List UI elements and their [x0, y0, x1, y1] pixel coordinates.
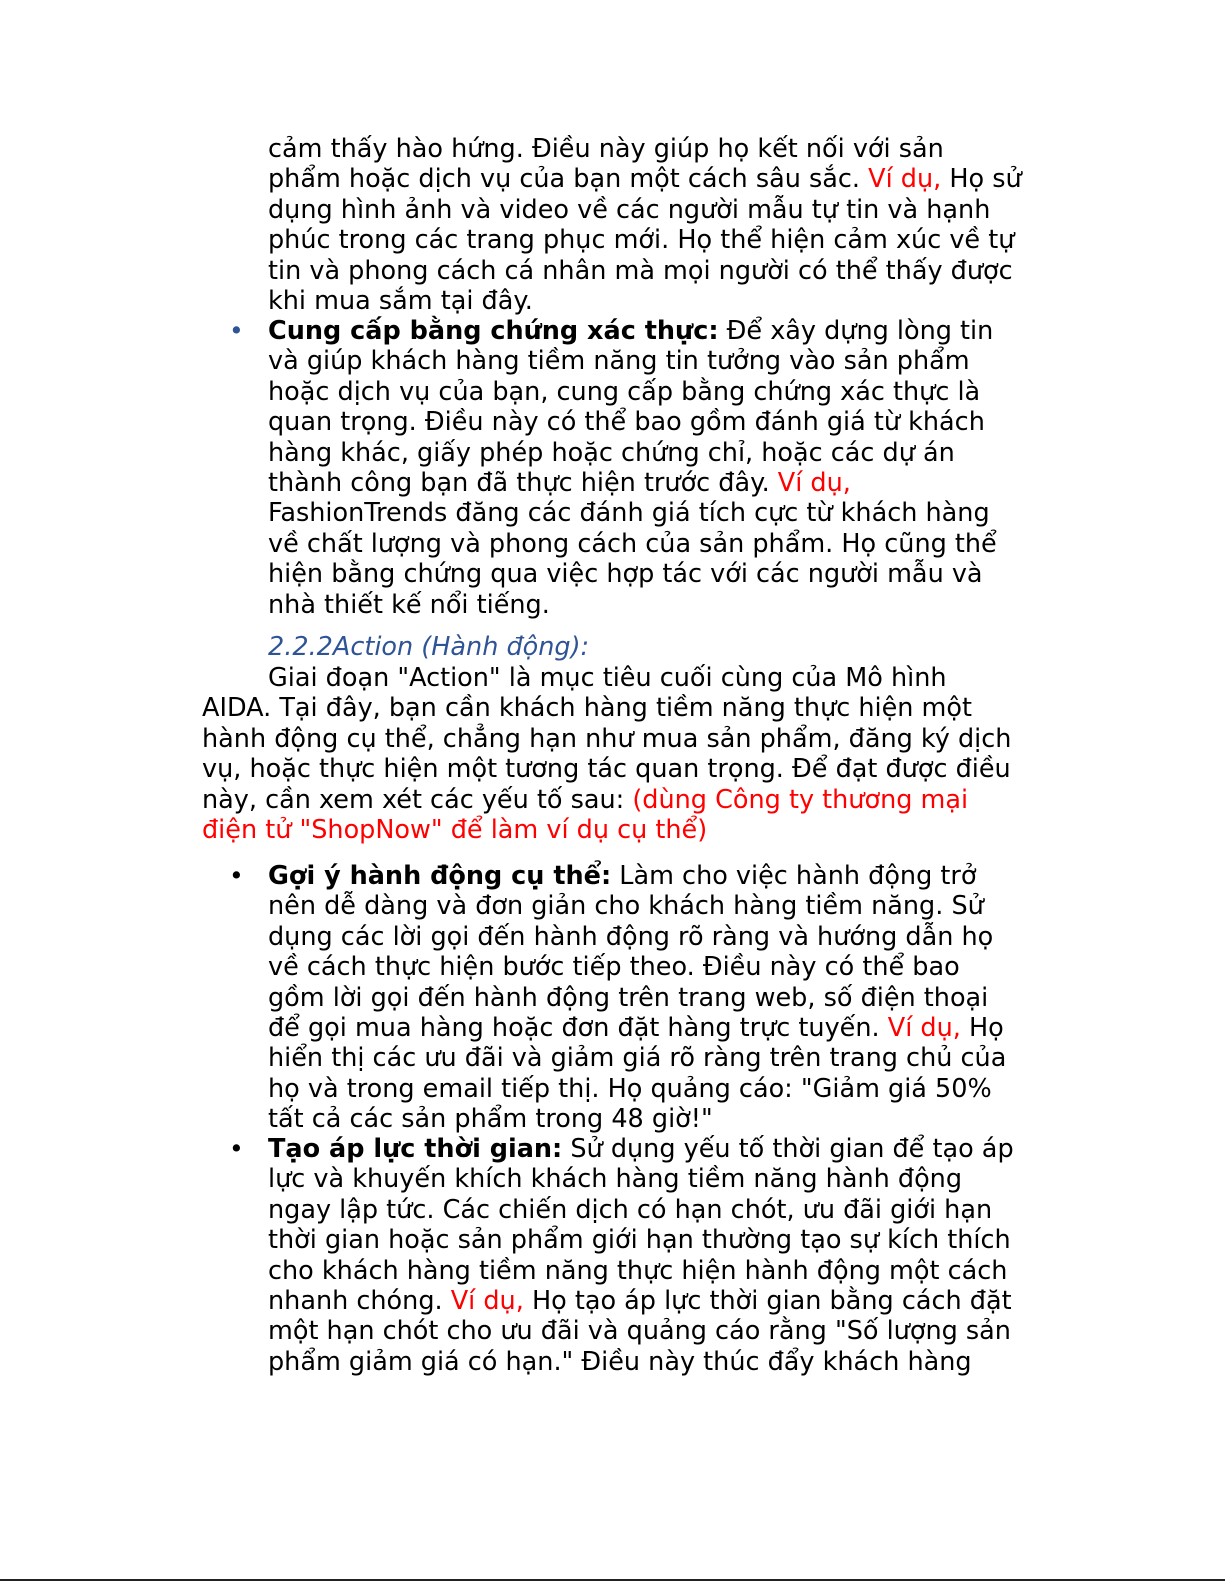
bullet-call-to-action — [268, 861, 1058, 1135]
text-line: dụng các lời gọi đến hành động rõ ràng và hướng dẫn họ — [268, 921, 994, 952]
example-label: Ví dụ, — [777, 468, 851, 499]
text-line: nhanh chóng. Ví dụ, Họ tạo áp lực thời gian bằng cách đặt — [268, 1286, 1012, 1317]
text-line: FashionTrends đăng các đánh giá tích cực từ khách hàng — [268, 498, 990, 529]
example-label: Ví dụ, — [887, 1013, 961, 1044]
text-line: cho khách hàng tiềm năng thực hiện hành động một cách — [268, 1255, 1008, 1286]
text-line: Gợi ý hành động cụ thể: Làm cho việc hành động trở — [268, 861, 977, 891]
text-line: hành động cụ thể, chẳng hạn như mua sản phẩm, đăng ký dịch — [202, 723, 1012, 754]
text-line: để gọi mua hàng hoặc đơn đặt hàng trực tuyến. Ví dụ, Họ — [268, 1013, 1004, 1044]
text-line: quan trọng. Điều này có thể bao gồm đánh giá từ khách — [268, 407, 985, 438]
text-line: hiển thị các ưu đãi và giảm giá rõ ràng trên trang chủ của — [268, 1043, 1007, 1074]
action-paragraph — [202, 663, 1052, 845]
section-heading: 2.2.2Action (Hành động): — [268, 632, 590, 662]
text-line: dụng hình ảnh và video về các người mẫu tự tin và hạnh — [268, 194, 991, 225]
example-label: Ví dụ, — [868, 164, 942, 195]
text-line: nhà thiết kế nổi tiếng. — [268, 589, 550, 620]
text-line: về chất lượng và phong cách của sản phẩm. Họ cũng thể — [268, 528, 997, 559]
intro-continuation — [268, 134, 1058, 316]
text-line: một hạn chót cho ưu đãi và quảng cáo rằng "Số lượng sản — [268, 1316, 1011, 1347]
text-line: Cung cấp bằng chứng xác thực: Để xây dựng lòng tin — [268, 316, 994, 346]
page-bottom-divider — [0, 1579, 1225, 1581]
text-line: nên dễ dàng và đơn giản cho khách hàng tiềm năng. Sử — [268, 891, 984, 922]
text-line: về cách thực hiện bước tiếp theo. Điều này có thể bao — [268, 952, 960, 983]
bullet-icon: • — [229, 1134, 244, 1163]
text-line: họ và trong email tiếp thị. Họ quảng cáo: "Giảm giá 50% — [268, 1073, 992, 1104]
bullet-evidence — [268, 316, 1058, 620]
text-line: hàng khác, giấy phép hoặc chứng chỉ, hoặc các dự án — [268, 437, 955, 468]
text-line: khi mua sắm tại đây. — [268, 286, 533, 317]
text-line: Giai đoạn "Action" là mục tiêu cuối cùng của Mô hình — [268, 663, 947, 693]
bullet-icon: • — [229, 316, 244, 345]
text-line: điện tử "ShopNow" để làm ví dụ cụ thể) — [202, 815, 708, 846]
text-line: Tạo áp lực thời gian: Sử dụng yếu tố thời gian để tạo áp — [268, 1134, 1014, 1164]
text-line: phúc trong các trang phục mới. Họ thể hiện cảm xúc về tự — [268, 225, 1015, 256]
text-line: ngay lập tức. Các chiến dịch có hạn chót, ưu đãi giới hạn — [268, 1194, 993, 1225]
text-line: thời gian hoặc sản phẩm giới hạn thường tạo sự kích thích — [268, 1225, 1011, 1256]
text-line: tin và phong cách cá nhân mà mọi người có thể thấy được — [268, 255, 1013, 286]
text-line: hiện bằng chứng qua việc hợp tác với các người mẫu và — [268, 559, 983, 590]
bullet-title: Gợi ý hành động cụ thể: — [268, 861, 612, 891]
text-line: phẩm hoặc dịch vụ của bạn một cách sâu sắc. Ví dụ, Họ sử — [268, 164, 1022, 195]
text-line: hoặc dịch vụ của bạn, cung cấp bằng chứng xác thực là — [268, 376, 981, 407]
text-line: tất cả các sản phẩm trong 48 giờ!" — [268, 1104, 713, 1135]
text-line: và giúp khách hàng tiềm năng tin tưởng vào sản phẩm — [268, 346, 970, 377]
text-line: thành công bạn đã thực hiện trước đây. Ví dụ, — [268, 468, 851, 499]
bullet-title: Cung cấp bằng chứng xác thực: — [268, 316, 719, 346]
text-line: này, cần xem xét các yếu tố sau: (dùng Công ty thương mại — [202, 784, 969, 815]
text-line: lực và khuyến khích khách hàng tiềm năng hành động — [268, 1164, 963, 1195]
bullet-title: Tạo áp lực thời gian: — [268, 1134, 563, 1164]
example-label: Ví dụ, — [450, 1286, 524, 1317]
text-line: cảm thấy hào hứng. Điều này giúp họ kết nối với sản — [268, 134, 944, 164]
text-line: AIDA. Tại đây, bạn cần khách hàng tiềm năng thực hiện một — [202, 693, 972, 724]
text-line: gồm lời gọi đến hành động trên trang web, số điện thoại — [268, 982, 989, 1013]
bullet-icon: • — [229, 861, 244, 890]
text-line: phẩm giảm giá có hạn." Điều này thúc đẩy khách hàng — [268, 1346, 972, 1377]
text-line: vụ, hoặc thực hiện một tương tác quan trọng. Để đạt được điều — [202, 754, 1011, 785]
bullet-time-pressure — [268, 1134, 1058, 1377]
